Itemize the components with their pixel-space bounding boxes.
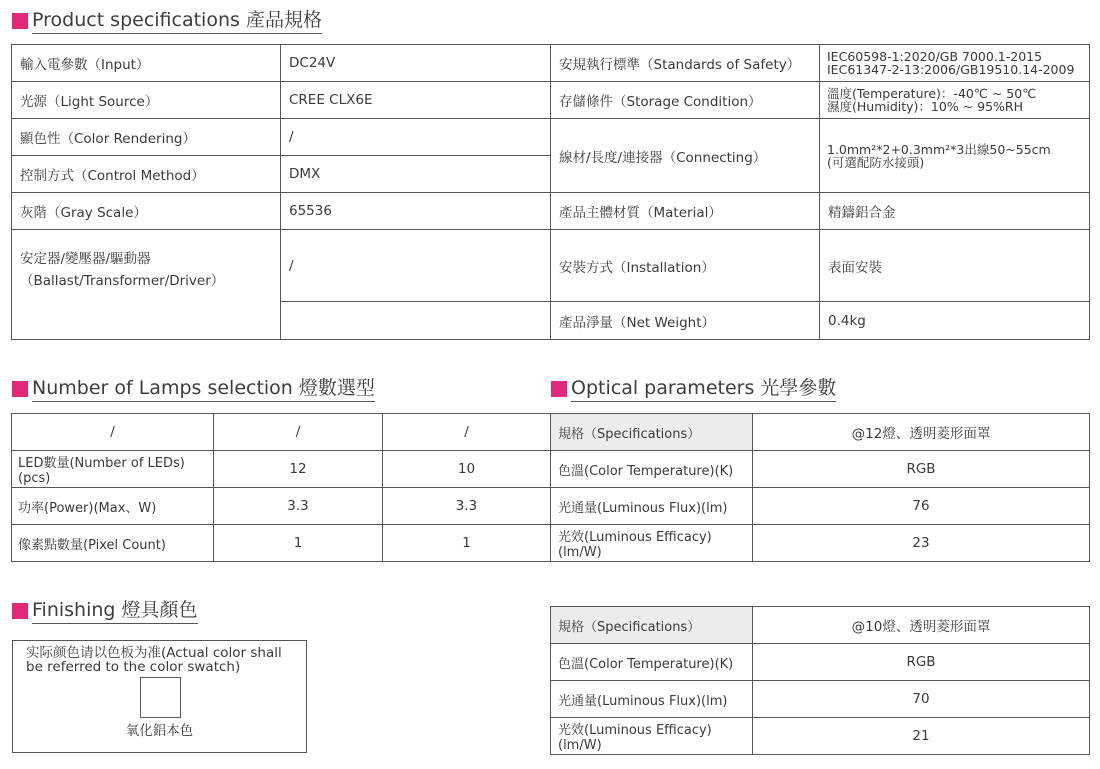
spec-label — [12, 230, 281, 340]
optical-parameters-table-12 — [550, 413, 1090, 562]
row-label: 光效(Luminous Efficacy)(lm/W) — [551, 718, 753, 755]
heading-text: Finishing 燈具顏色 — [32, 598, 198, 624]
safety-standard-line: IEC60598-1:2020/GB 7000.1-2015 — [827, 49, 1043, 64]
header-cell: / — [383, 414, 551, 451]
spec-label: 顯色性（Color Rendering） — [12, 119, 281, 156]
cell-value: 70 — [753, 681, 1090, 718]
connecting-line: 1.0mm²*2+0.3mm²*3出線50~55cm — [827, 141, 1051, 157]
table-row — [12, 45, 1090, 82]
spec-value: CREE CLX6E — [281, 82, 551, 119]
spec-value: DC24V — [281, 45, 551, 82]
table-row — [12, 230, 1090, 302]
spec-label: 產品主體材質（Material） — [551, 193, 820, 230]
cell-value: RGB — [753, 644, 1090, 681]
table-row — [551, 718, 1090, 755]
color-note: 实际颜色请以色板为准(Actual color shall be referred to the color swatch) — [26, 645, 282, 675]
storage-line: 溫度(Temperature)：-40℃ ~ 50℃ — [827, 86, 1037, 101]
cell-value: 3.3 — [214, 488, 383, 525]
cell-value: @10燈、透明菱形面罩 — [753, 607, 1090, 644]
table-row — [551, 607, 1090, 644]
heading-number-of-lamps — [12, 376, 375, 402]
heading-marker — [12, 603, 28, 619]
cell-value: 1 — [214, 525, 383, 562]
spec-label: 安規執行標準（Standards of Safety） — [551, 45, 820, 82]
spec-label: 控制方式（Control Method） — [12, 156, 281, 193]
spec-label: 安裝方式（Installation） — [551, 230, 820, 302]
swatch-label: 氧化鋁本色 — [125, 723, 194, 739]
row-label: 功率(Power)(Max、W) — [12, 488, 214, 525]
ballast-line: 安定器/變壓器/驅動器 — [20, 251, 151, 267]
heading-marker — [12, 13, 28, 29]
heading-optical-parameters — [551, 376, 836, 402]
table-row — [12, 451, 551, 488]
table-row — [551, 644, 1090, 681]
table-row — [551, 488, 1090, 525]
spec-label: 光源（Light Source） — [12, 82, 281, 119]
cell-value: 12 — [214, 451, 383, 488]
cell-value: 1 — [383, 525, 551, 562]
spec-value: / — [281, 230, 551, 302]
cell-value: @12燈、透明菱形面罩 — [753, 414, 1090, 451]
table-row — [12, 82, 1090, 119]
lamps-selection-table — [11, 413, 551, 562]
spec-value: 精鑄鋁合金 — [820, 193, 1090, 230]
safety-standard-line: IEC61347-2-13:2006/GB19510.14-2009 — [827, 62, 1075, 77]
spec-value: DMX — [281, 156, 551, 193]
heading-text: Product specifications 產品規格 — [32, 8, 322, 34]
header-cell: / — [214, 414, 383, 451]
table-row — [551, 451, 1090, 488]
spec-value — [820, 45, 1090, 82]
table-row — [551, 525, 1090, 562]
heading-marker — [12, 381, 28, 397]
row-label: 像素點數量(Pixel Count) — [12, 525, 214, 562]
row-label: 規格（Specifications） — [551, 414, 753, 451]
spec-value: 65536 — [281, 193, 551, 230]
spec-label: 產品淨量（Net Weight） — [551, 302, 820, 340]
empty-cell — [281, 302, 551, 340]
spec-value — [820, 82, 1090, 119]
heading-text: Number of Lamps selection 燈數選型 — [32, 376, 375, 402]
row-label: LED數量(Number of LEDs)(pcs) — [12, 451, 214, 488]
heading-product-specifications — [12, 8, 322, 34]
spec-value: 0.4kg — [820, 302, 1090, 340]
cell-value: 10 — [383, 451, 551, 488]
row-label: 光通量(Luminous Flux)(lm) — [551, 488, 753, 525]
spec-label: 線材/長度/連接器（Connecting） — [551, 119, 820, 193]
product-specifications-table — [11, 44, 1090, 340]
spec-value: 表面安裝 — [820, 230, 1090, 302]
color-swatch — [140, 677, 181, 718]
row-label: 光效(Luminous Efficacy)(lm/W) — [551, 525, 753, 562]
row-label: 色溫(Color Temperature)(K) — [551, 644, 753, 681]
finishing-box — [12, 640, 307, 753]
spec-label: 輸入電參數（Input） — [12, 45, 281, 82]
cell-value: RGB — [753, 451, 1090, 488]
cell-value: 21 — [753, 718, 1090, 755]
ballast-line: （Ballast/Transformer/Driver） — [20, 273, 225, 289]
row-label: 規格（Specifications） — [551, 607, 753, 644]
spec-label: 灰階（Gray Scale） — [12, 193, 281, 230]
cell-value: 3.3 — [383, 488, 551, 525]
table-row — [551, 681, 1090, 718]
optical-parameters-table-10 — [550, 606, 1090, 755]
spec-value — [820, 119, 1090, 193]
table-row — [12, 119, 1090, 156]
table-row — [12, 414, 551, 451]
heading-marker — [551, 381, 567, 397]
row-label: 光通量(Luminous Flux)(lm) — [551, 681, 753, 718]
table-row — [12, 488, 551, 525]
spec-label: 存儲條件（Storage Condition） — [551, 82, 820, 119]
storage-line: 濕度(Humidity)：10% ~ 95%RH — [827, 99, 1024, 114]
header-cell: / — [12, 414, 214, 451]
cell-value: 23 — [753, 525, 1090, 562]
heading-text: Optical parameters 光學參數 — [571, 376, 836, 402]
row-label: 色溫(Color Temperature)(K) — [551, 451, 753, 488]
table-row — [12, 525, 551, 562]
cell-value: 76 — [753, 488, 1090, 525]
table-row — [12, 193, 1090, 230]
spec-value: / — [281, 119, 551, 156]
heading-finishing — [12, 598, 198, 624]
connecting-line: (可選配防水接頭) — [827, 154, 925, 170]
table-row — [551, 414, 1090, 451]
